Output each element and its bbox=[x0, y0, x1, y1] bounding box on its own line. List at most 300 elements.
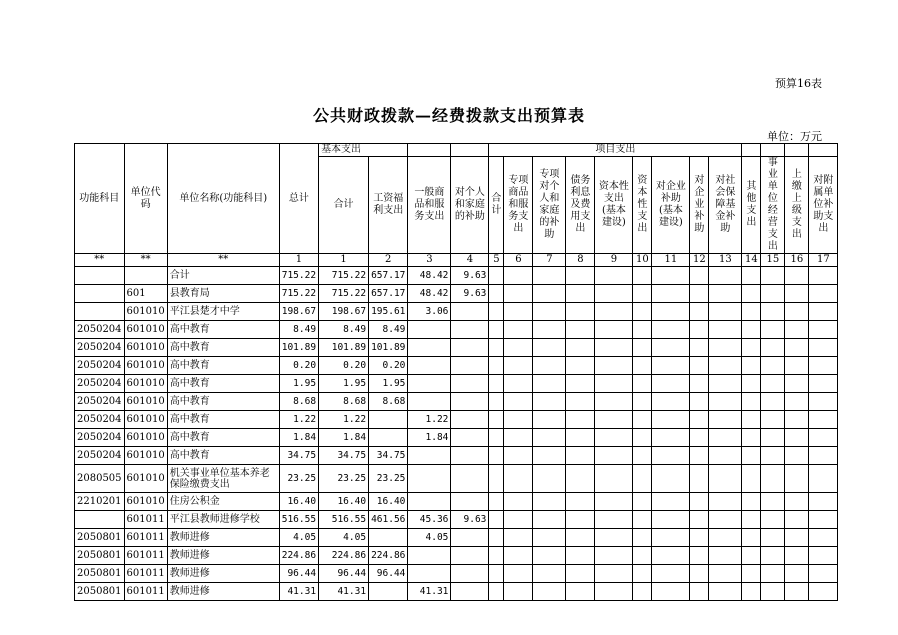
table-row bbox=[75, 493, 838, 511]
column-number: 7 bbox=[533, 254, 566, 267]
empty-cell bbox=[489, 303, 504, 321]
unit-code-cell: 601010 bbox=[124, 465, 167, 493]
unit-name-cell: 高中教育 bbox=[167, 375, 279, 393]
unit-name-cell: 教师进修 bbox=[167, 529, 279, 547]
empty-cell bbox=[489, 375, 504, 393]
empty-cell bbox=[742, 465, 761, 493]
empty-cell bbox=[595, 285, 633, 303]
unit-code-cell: 601011 bbox=[124, 547, 167, 565]
table-row bbox=[75, 565, 838, 583]
basic-subtotal-cell: 1.22 bbox=[319, 411, 369, 429]
empty-cell bbox=[652, 565, 690, 583]
empty-cell bbox=[533, 583, 566, 601]
table-row bbox=[75, 393, 838, 411]
unit-name-cell: 教师进修 bbox=[167, 565, 279, 583]
empty-cell bbox=[566, 547, 595, 565]
column-number: 12 bbox=[690, 254, 709, 267]
goods-cell: 48.42 bbox=[408, 285, 451, 303]
empty-cell bbox=[489, 447, 504, 465]
wage-cell: 657.17 bbox=[369, 285, 408, 303]
basic-subtotal-cell: 23.25 bbox=[319, 465, 369, 493]
empty-cell bbox=[504, 411, 533, 429]
empty-cell bbox=[533, 465, 566, 493]
empty-cell bbox=[785, 339, 809, 357]
func-subject-cell: 2050204 bbox=[75, 393, 125, 411]
empty-cell bbox=[742, 565, 761, 583]
empty-cell bbox=[566, 583, 595, 601]
unit-label: 单位：万元 bbox=[767, 130, 822, 143]
column-number: 17 bbox=[809, 254, 838, 267]
empty-cell bbox=[566, 511, 595, 529]
empty-cell bbox=[566, 565, 595, 583]
func-subject-cell: 2080505 bbox=[75, 465, 125, 493]
empty-cell bbox=[785, 547, 809, 565]
empty-cell bbox=[809, 411, 838, 429]
empty-cell bbox=[761, 465, 785, 493]
total-cell: 101.89 bbox=[279, 339, 318, 357]
empty-cell bbox=[566, 285, 595, 303]
wage-cell: 224.86 bbox=[369, 547, 408, 565]
header-project-subtotal: 合计 bbox=[489, 157, 504, 254]
header-capital: 资本性支出(基本建设) bbox=[595, 157, 633, 254]
column-number: 11 bbox=[652, 254, 690, 267]
wage-cell bbox=[369, 583, 408, 601]
header-biz-unit: 事业单位经营支出 bbox=[761, 157, 785, 254]
empty-cell bbox=[742, 447, 761, 465]
empty-cell bbox=[761, 429, 785, 447]
empty-cell bbox=[566, 321, 595, 339]
empty-cell bbox=[761, 321, 785, 339]
empty-cell bbox=[595, 375, 633, 393]
func-subject-cell: 2050801 bbox=[75, 565, 125, 583]
wage-cell: 34.75 bbox=[369, 447, 408, 465]
personal-cell bbox=[451, 465, 489, 493]
empty-cell bbox=[709, 493, 742, 511]
personal-cell bbox=[451, 303, 489, 321]
total-cell: 1.84 bbox=[279, 429, 318, 447]
empty-cell bbox=[533, 321, 566, 339]
empty-cell bbox=[533, 357, 566, 375]
empty-cell bbox=[489, 411, 504, 429]
empty-cell bbox=[595, 529, 633, 547]
empty-cell bbox=[595, 429, 633, 447]
empty-cell bbox=[761, 493, 785, 511]
goods-cell: 48.42 bbox=[408, 267, 451, 285]
empty-cell bbox=[652, 375, 690, 393]
empty-cell bbox=[690, 357, 709, 375]
empty-cell bbox=[785, 411, 809, 429]
unit-code-cell: 601010 bbox=[124, 303, 167, 321]
total-cell: 41.31 bbox=[279, 583, 318, 601]
header-unit-code: 单位代码 bbox=[124, 144, 167, 254]
header-enterprise2: 对企业补助 bbox=[690, 157, 709, 254]
empty-cell bbox=[504, 511, 533, 529]
empty-cell bbox=[566, 393, 595, 411]
empty-cell bbox=[690, 447, 709, 465]
unit-name-cell: 高中教育 bbox=[167, 447, 279, 465]
basic-subtotal-cell: 8.49 bbox=[319, 321, 369, 339]
empty-cell bbox=[533, 375, 566, 393]
wage-cell: 8.49 bbox=[369, 321, 408, 339]
table-row bbox=[75, 547, 838, 565]
empty-cell bbox=[504, 375, 533, 393]
unit-name-cell: 高中教育 bbox=[167, 429, 279, 447]
column-number: 14 bbox=[742, 254, 761, 267]
empty-cell bbox=[761, 285, 785, 303]
empty-cell bbox=[742, 303, 761, 321]
empty-cell bbox=[504, 267, 533, 285]
header-special-personal: 专项对个人和家庭的补助 bbox=[533, 157, 566, 254]
empty-cell bbox=[761, 267, 785, 285]
total-cell: 96.44 bbox=[279, 565, 318, 583]
empty-cell bbox=[633, 393, 652, 411]
empty-cell bbox=[690, 411, 709, 429]
personal-cell bbox=[451, 375, 489, 393]
header-unit-name: 单位名称(功能科目) bbox=[167, 144, 279, 254]
empty-cell bbox=[566, 267, 595, 285]
goods-cell bbox=[408, 375, 451, 393]
empty-cell bbox=[809, 583, 838, 601]
unit-name-cell: 教师进修 bbox=[167, 547, 279, 565]
empty-cell bbox=[709, 529, 742, 547]
wage-cell: 96.44 bbox=[369, 565, 408, 583]
personal-cell bbox=[451, 429, 489, 447]
empty-cell bbox=[690, 375, 709, 393]
empty-cell bbox=[504, 303, 533, 321]
empty-cell bbox=[809, 339, 838, 357]
total-cell: 516.55 bbox=[279, 511, 318, 529]
empty-cell bbox=[489, 583, 504, 601]
empty-cell bbox=[633, 493, 652, 511]
empty-cell bbox=[489, 465, 504, 493]
personal-cell bbox=[451, 583, 489, 601]
empty-cell bbox=[533, 267, 566, 285]
table-row bbox=[75, 429, 838, 447]
empty-cell bbox=[652, 267, 690, 285]
empty-cell bbox=[809, 547, 838, 565]
empty-cell bbox=[533, 565, 566, 583]
empty-cell bbox=[533, 429, 566, 447]
empty-cell bbox=[595, 321, 633, 339]
empty-cell bbox=[652, 285, 690, 303]
empty-cell bbox=[595, 565, 633, 583]
empty-cell bbox=[652, 429, 690, 447]
empty-cell bbox=[709, 429, 742, 447]
table-row bbox=[75, 285, 838, 303]
basic-subtotal-cell: 715.22 bbox=[319, 267, 369, 285]
table-row bbox=[75, 583, 838, 601]
empty-cell bbox=[709, 339, 742, 357]
goods-cell bbox=[408, 493, 451, 511]
header-capital2: 资本性支出 bbox=[633, 157, 652, 254]
func-subject-cell: 2210201 bbox=[75, 493, 125, 511]
empty-cell bbox=[690, 393, 709, 411]
empty-cell bbox=[761, 447, 785, 465]
empty-cell bbox=[809, 511, 838, 529]
empty-cell bbox=[633, 303, 652, 321]
column-number: 1 bbox=[319, 254, 369, 267]
header-basic-group: 基本支出 bbox=[319, 144, 408, 157]
empty-cell bbox=[633, 547, 652, 565]
basic-subtotal-cell: 41.31 bbox=[319, 583, 369, 601]
total-cell: 0.20 bbox=[279, 357, 318, 375]
table-row bbox=[75, 375, 838, 393]
empty-cell bbox=[533, 285, 566, 303]
header-func-subject: 功能科目 bbox=[75, 144, 125, 254]
empty-cell bbox=[504, 447, 533, 465]
empty-cell bbox=[489, 339, 504, 357]
personal-cell bbox=[451, 339, 489, 357]
basic-subtotal-cell: 516.55 bbox=[319, 511, 369, 529]
table-row bbox=[75, 411, 838, 429]
empty-cell bbox=[489, 267, 504, 285]
func-subject-cell: 2050204 bbox=[75, 375, 125, 393]
total-cell: 198.67 bbox=[279, 303, 318, 321]
empty-cell bbox=[785, 465, 809, 493]
empty-cell bbox=[761, 511, 785, 529]
empty-cell bbox=[566, 303, 595, 321]
unit-code-cell: 601011 bbox=[124, 583, 167, 601]
wage-cell: 1.95 bbox=[369, 375, 408, 393]
unit-name-cell: 平江县楚才中学 bbox=[167, 303, 279, 321]
goods-cell bbox=[408, 565, 451, 583]
empty-cell bbox=[504, 429, 533, 447]
empty-cell bbox=[504, 339, 533, 357]
func-subject-cell: 2050801 bbox=[75, 583, 125, 601]
empty-cell bbox=[489, 285, 504, 303]
basic-subtotal-cell: 34.75 bbox=[319, 447, 369, 465]
empty-cell bbox=[595, 511, 633, 529]
empty-cell bbox=[809, 357, 838, 375]
empty-cell bbox=[504, 465, 533, 493]
empty-cell bbox=[785, 565, 809, 583]
personal-cell bbox=[451, 393, 489, 411]
header-wage: 工资福利支出 bbox=[369, 157, 408, 254]
empty-cell bbox=[633, 411, 652, 429]
empty-cell bbox=[652, 321, 690, 339]
unit-code-cell: 601011 bbox=[124, 511, 167, 529]
goods-cell: 4.05 bbox=[408, 529, 451, 547]
empty-cell bbox=[595, 393, 633, 411]
empty-cell bbox=[690, 529, 709, 547]
total-cell: 224.86 bbox=[279, 547, 318, 565]
header-special-goods: 专项商品和服务支出 bbox=[504, 157, 533, 254]
total-cell: 1.95 bbox=[279, 375, 318, 393]
personal-cell bbox=[451, 357, 489, 375]
empty-cell bbox=[690, 303, 709, 321]
column-number: 2 bbox=[369, 254, 408, 267]
func-subject-cell: 2050204 bbox=[75, 339, 125, 357]
table-body bbox=[75, 267, 838, 601]
empty-cell bbox=[566, 375, 595, 393]
empty-cell bbox=[533, 529, 566, 547]
empty-cell bbox=[709, 465, 742, 493]
empty-cell bbox=[709, 321, 742, 339]
unit-code-cell: 601010 bbox=[124, 339, 167, 357]
empty-cell bbox=[595, 339, 633, 357]
empty-cell bbox=[504, 529, 533, 547]
total-cell: 1.22 bbox=[279, 411, 318, 429]
header-project-group: 项目支出 bbox=[489, 144, 742, 157]
empty-cell bbox=[809, 393, 838, 411]
goods-cell bbox=[408, 357, 451, 375]
empty-cell bbox=[489, 393, 504, 411]
empty-cell bbox=[742, 429, 761, 447]
empty-cell bbox=[709, 411, 742, 429]
empty-cell bbox=[533, 547, 566, 565]
empty-cell bbox=[633, 267, 652, 285]
empty-cell bbox=[652, 303, 690, 321]
column-number: 9 bbox=[595, 254, 633, 267]
empty-cell bbox=[595, 411, 633, 429]
empty-cell bbox=[633, 565, 652, 583]
empty-cell bbox=[809, 493, 838, 511]
empty-cell bbox=[690, 547, 709, 565]
personal-cell bbox=[451, 547, 489, 565]
empty-cell bbox=[652, 547, 690, 565]
empty-cell bbox=[504, 393, 533, 411]
wage-cell: 8.68 bbox=[369, 393, 408, 411]
unit-code-cell: 601010 bbox=[124, 321, 167, 339]
empty-cell bbox=[709, 357, 742, 375]
empty-cell bbox=[566, 411, 595, 429]
func-subject-cell: 2050204 bbox=[75, 411, 125, 429]
basic-subtotal-cell: 1.84 bbox=[319, 429, 369, 447]
unit-name-cell: 高中教育 bbox=[167, 339, 279, 357]
empty-cell bbox=[633, 339, 652, 357]
empty-cell bbox=[633, 529, 652, 547]
wage-cell bbox=[369, 429, 408, 447]
total-cell: 8.49 bbox=[279, 321, 318, 339]
unit-code-cell: 601010 bbox=[124, 447, 167, 465]
empty-cell bbox=[809, 303, 838, 321]
empty-cell bbox=[742, 411, 761, 429]
empty-cell bbox=[533, 339, 566, 357]
empty-cell bbox=[489, 321, 504, 339]
basic-subtotal-cell: 198.67 bbox=[319, 303, 369, 321]
basic-subtotal-cell: 224.86 bbox=[319, 547, 369, 565]
empty-cell bbox=[785, 375, 809, 393]
personal-cell bbox=[451, 565, 489, 583]
header-affiliated: 对附属单位补助支出 bbox=[809, 157, 838, 254]
empty-cell bbox=[742, 493, 761, 511]
empty-cell bbox=[690, 493, 709, 511]
empty-cell bbox=[785, 511, 809, 529]
empty-cell bbox=[785, 447, 809, 465]
goods-cell bbox=[408, 321, 451, 339]
empty-cell bbox=[709, 447, 742, 465]
header-row-groups bbox=[75, 144, 838, 157]
empty-cell bbox=[690, 429, 709, 447]
basic-subtotal-cell: 16.40 bbox=[319, 493, 369, 511]
empty-cell bbox=[785, 429, 809, 447]
personal-cell bbox=[451, 493, 489, 511]
wage-cell bbox=[369, 411, 408, 429]
empty-cell bbox=[742, 547, 761, 565]
empty-cell bbox=[785, 285, 809, 303]
empty-cell bbox=[633, 357, 652, 375]
empty-cell bbox=[504, 565, 533, 583]
empty-cell bbox=[504, 493, 533, 511]
empty-cell bbox=[785, 321, 809, 339]
empty-cell bbox=[761, 411, 785, 429]
empty-cell bbox=[690, 321, 709, 339]
empty-cell bbox=[809, 447, 838, 465]
goods-cell bbox=[408, 447, 451, 465]
unit-name-cell: 平江县教师进修学校 bbox=[167, 511, 279, 529]
empty-cell bbox=[761, 357, 785, 375]
empty-cell bbox=[504, 583, 533, 601]
empty-cell bbox=[709, 583, 742, 601]
unit-code-cell: 601 bbox=[124, 285, 167, 303]
empty-cell bbox=[533, 493, 566, 511]
total-cell: 8.68 bbox=[279, 393, 318, 411]
func-subject-cell: 2050204 bbox=[75, 357, 125, 375]
unit-name-cell: 高中教育 bbox=[167, 393, 279, 411]
header-basic-subtotal: 合计 bbox=[319, 157, 369, 254]
empty-cell bbox=[633, 285, 652, 303]
empty-cell bbox=[785, 393, 809, 411]
empty-cell bbox=[595, 357, 633, 375]
column-number: 1 bbox=[279, 254, 318, 267]
empty-cell bbox=[533, 393, 566, 411]
empty-cell bbox=[809, 565, 838, 583]
unit-code-cell: 601010 bbox=[124, 429, 167, 447]
empty-cell bbox=[742, 511, 761, 529]
empty-cell bbox=[761, 547, 785, 565]
empty-cell bbox=[633, 321, 652, 339]
column-number: ** bbox=[75, 254, 125, 267]
empty-cell bbox=[742, 375, 761, 393]
header-debt: 债务利息及费用支出 bbox=[566, 157, 595, 254]
personal-cell bbox=[451, 529, 489, 547]
table-row bbox=[75, 447, 838, 465]
empty-cell bbox=[566, 429, 595, 447]
empty-cell bbox=[652, 511, 690, 529]
empty-cell bbox=[652, 493, 690, 511]
total-cell: 16.40 bbox=[279, 493, 318, 511]
empty-cell bbox=[489, 357, 504, 375]
goods-cell: 1.84 bbox=[408, 429, 451, 447]
personal-cell bbox=[451, 447, 489, 465]
empty-cell bbox=[652, 465, 690, 493]
func-subject-cell bbox=[75, 303, 125, 321]
total-cell: 715.22 bbox=[279, 285, 318, 303]
empty-cell bbox=[595, 303, 633, 321]
empty-cell bbox=[652, 357, 690, 375]
unit-code-cell: 601011 bbox=[124, 529, 167, 547]
empty-cell bbox=[489, 565, 504, 583]
func-subject-cell: 2050801 bbox=[75, 547, 125, 565]
empty-cell bbox=[566, 357, 595, 375]
empty-cell bbox=[566, 465, 595, 493]
empty-cell bbox=[595, 465, 633, 493]
func-subject-cell bbox=[75, 511, 125, 529]
empty-cell bbox=[761, 393, 785, 411]
goods-cell bbox=[408, 339, 451, 357]
empty-cell bbox=[761, 565, 785, 583]
empty-cell bbox=[566, 529, 595, 547]
empty-cell bbox=[489, 547, 504, 565]
empty-cell bbox=[785, 303, 809, 321]
empty-cell bbox=[761, 375, 785, 393]
budget-table bbox=[74, 143, 838, 601]
personal-cell: 9.63 bbox=[451, 267, 489, 285]
column-number: ** bbox=[124, 254, 167, 267]
unit-name-cell: 高中教育 bbox=[167, 411, 279, 429]
empty-cell bbox=[809, 465, 838, 493]
empty-cell bbox=[761, 529, 785, 547]
